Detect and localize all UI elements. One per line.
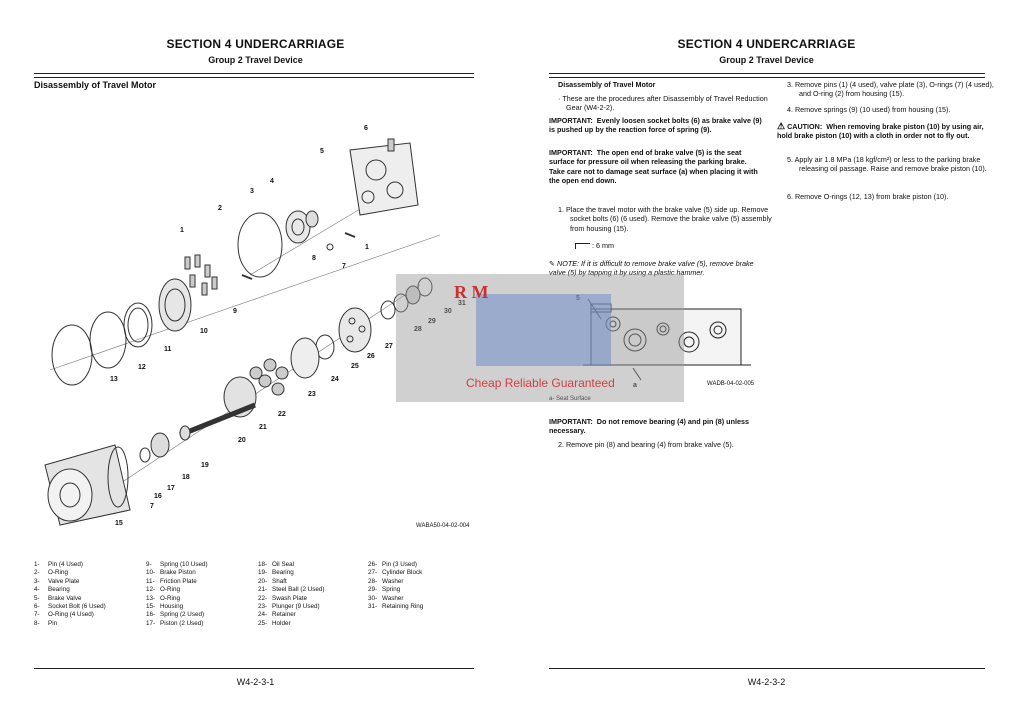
legend-item: 27- Cylinder Block xyxy=(368,569,423,577)
callout-6: 6 xyxy=(364,125,368,132)
page-number: W4-2-3-1 xyxy=(236,677,275,687)
legend-item: 10- Brake Piston xyxy=(146,569,196,577)
legend-item: 26- Pin (3 Used) xyxy=(368,561,417,568)
legend-item: 18- Oil Seal xyxy=(258,561,295,568)
step-4: 4. Remove springs (9) (10 used) from housing (15). xyxy=(787,105,951,114)
legend-item: 1- Pin (4 Used) xyxy=(34,561,83,568)
warning-icon: ⚠ xyxy=(777,121,786,131)
watermark xyxy=(396,274,684,402)
footer-rule xyxy=(34,668,474,669)
callout-19: 19 xyxy=(201,462,209,469)
legend-col-1 xyxy=(34,561,106,628)
legend-item: 5- Brake Valve xyxy=(34,594,82,602)
callout-7b: 7 xyxy=(150,503,154,510)
legend-col-2 xyxy=(146,561,208,628)
legend-item: 25- Holder xyxy=(258,619,291,627)
legend-item: 19- Bearing xyxy=(258,569,294,577)
tool-spec: : 6 mm xyxy=(575,241,614,250)
legend-item: 17- Piston (2 Used) xyxy=(146,619,204,627)
page-heading: Disassembly of Travel Motor xyxy=(34,80,157,90)
watermark-logo xyxy=(476,294,611,366)
legend-item: 23- Plunger (9 Used) xyxy=(258,603,320,611)
callout-20: 20 xyxy=(238,437,246,444)
callout-3: 3 xyxy=(250,188,254,195)
group-title: Group 2 Travel Device xyxy=(208,55,303,65)
callout-1: 1 xyxy=(180,227,184,234)
callout-18: 18 xyxy=(182,474,190,481)
step-1: 1. Place the travel motor with the brake valve (5) side up. Remove socket bolts (6) (6 used). Remove the brake valve (5) assembly from housing (15). xyxy=(558,205,772,233)
callout-13: 13 xyxy=(110,376,118,383)
callout-12: 12 xyxy=(138,364,146,371)
step-2: 2. Remove pin (8) and bearing (4) from brake valve (5). xyxy=(558,440,734,449)
legend-item: 21- Steel Ball (2 Used) xyxy=(258,586,325,594)
callout-11: 11 xyxy=(164,346,172,353)
figure-label-a: a xyxy=(633,382,637,389)
intro-bullet: · These are the procedures after Disassembly of Travel Reduction Gear (W4-2-2). xyxy=(558,94,768,113)
callout-22: 22 xyxy=(278,411,286,418)
callout-7: 7 xyxy=(342,263,346,270)
legend-item: 9- Spring (10 Used) xyxy=(146,561,208,568)
legend-item: 20- Shaft xyxy=(258,577,287,585)
callout-30: 30 xyxy=(444,308,452,315)
callout-28: 28 xyxy=(414,326,422,333)
legend-col-4 xyxy=(368,561,423,611)
legend-item: 4- Bearing xyxy=(34,586,70,594)
legend-item: 16- Spring (2 Used) xyxy=(146,611,205,619)
section-title: SECTION 4 UNDERCARRIAGE xyxy=(166,37,345,51)
important-note-2: IMPORTANT: The open end of brake valve (5) is the seat surface for pressure oil when releasing the parking brake. Take care not to damage seat surface (a) when placing it with the open end down. xyxy=(549,148,758,186)
watermark-brand: R M xyxy=(454,282,489,302)
figure-code: WABA50-04-02-004 xyxy=(416,523,470,529)
callout-1b: 1 xyxy=(365,244,369,251)
legend-item: 2- O-Ring xyxy=(34,569,68,577)
callout-27: 27 xyxy=(385,343,393,350)
callout-23: 23 xyxy=(308,391,316,398)
callout-16: 16 xyxy=(154,493,162,500)
watermark-tagline: Cheap Reliable Guaranteed xyxy=(466,376,615,390)
legend-item: 29- Spring xyxy=(368,586,401,594)
legend-item: 3- Valve Plate xyxy=(34,577,80,585)
callout-31: 31 xyxy=(458,300,466,307)
hex-key-icon xyxy=(575,243,590,249)
callout-10: 10 xyxy=(200,328,208,335)
footer-rule xyxy=(549,668,985,669)
legend-item: 7- O-Ring (4 Used) xyxy=(34,611,94,619)
callout-15: 15 xyxy=(115,520,123,527)
callout-5: 5 xyxy=(320,148,324,155)
callout-24: 24 xyxy=(331,376,339,383)
important-note-1: IMPORTANT: Evenly loosen socket bolts (6) as brake valve (9) is pushed up by the reaction force of spring (9). xyxy=(549,116,762,135)
callout-8: 8 xyxy=(312,255,316,262)
legend-item: 13- O-Ring xyxy=(146,594,180,602)
header-rule xyxy=(549,73,985,78)
header-rule xyxy=(34,73,474,78)
pencil-icon: ✎ xyxy=(549,259,556,268)
step-3: 3. Remove pins (1) (4 used), valve plate (3), O-rings (7) (4 used), and O-ring (2) from housing (15). xyxy=(787,80,994,99)
callout-9: 9 xyxy=(233,308,237,315)
legend-item: 30- Washer xyxy=(368,594,404,602)
legend-item: 15- Housing xyxy=(146,603,184,611)
important-note-3: IMPORTANT: Do not remove bearing (4) and pin (8) unless necessary. xyxy=(549,417,749,436)
callout-29: 29 xyxy=(428,318,436,325)
legend-col-3 xyxy=(258,561,325,628)
legend-item: 11- Friction Plate xyxy=(146,577,197,585)
legend-item: 6- Socket Bolt (6 Used) xyxy=(34,603,106,611)
callout-17: 17 xyxy=(167,485,175,492)
page-heading: Disassembly of Travel Motor xyxy=(558,80,656,89)
legend-item: 31- Retaining Ring xyxy=(368,603,424,611)
note: ✎ NOTE: If it is difficult to remove brake valve (5), remove brake valve (5) by tapping it by using a plastic hammer. xyxy=(549,259,754,278)
callout-4: 4 xyxy=(270,178,274,185)
step-6: 6. Remove O-rings (12, 13) from brake piston (10). xyxy=(787,192,949,201)
callout-25: 25 xyxy=(351,363,359,370)
step-5: 5. Apply air 1.8 MPa (18 kgf/cm²) or less to the parking brake releasing oil passage. Raise and remove brake piston (10). xyxy=(787,155,987,174)
callout-2: 2 xyxy=(218,205,222,212)
figure-caption: a- Seat Surface xyxy=(549,396,591,402)
legend-item: 24- Retainer xyxy=(258,611,296,619)
legend-item: 22- Swash Plate xyxy=(258,594,308,602)
group-title: Group 2 Travel Device xyxy=(719,55,814,65)
section-title: SECTION 4 UNDERCARRIAGE xyxy=(677,37,856,51)
callout-21: 21 xyxy=(259,424,267,431)
caution-note: ⚠ CAUTION: When removing brake piston (10) by using air, hold brake piston (10) with a cloth in order not to fly out. xyxy=(777,121,984,141)
page-number: W4-2-3-2 xyxy=(747,677,786,687)
legend-item: 28- Washer xyxy=(368,577,404,585)
legend-item: 8- Pin xyxy=(34,619,58,627)
callout-26: 26 xyxy=(367,353,375,360)
figure-code: WADB-04-02-005 xyxy=(707,381,755,387)
legend-item: 12- O-Ring xyxy=(146,586,180,594)
